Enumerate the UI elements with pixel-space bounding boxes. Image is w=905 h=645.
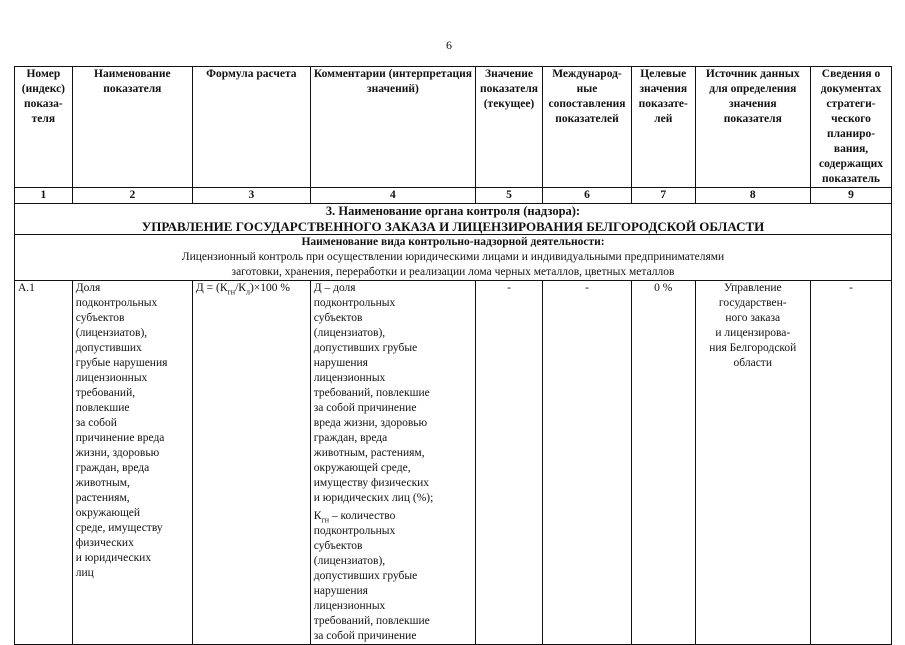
column-number: 4 [310, 188, 475, 204]
row-international: - [543, 281, 632, 645]
column-numbers-row [15, 188, 892, 204]
column-number: 3 [192, 188, 310, 204]
header-index: Номер (индекс) показа-теля [15, 67, 73, 188]
page-number: 6 [446, 38, 452, 52]
formula-prefix: Д = (К [195, 282, 228, 294]
activity-row [15, 235, 892, 281]
comment-definition-d: Д – доля подконтрольных субъектов (лицензиатов), допустивших грубые нарушения лицензионных требований, повлекшие за собой причинение вреда жизни, здоровью граждан, вреда животным, растениям, окружающей среде, имуществу физических и юридических лиц (%); [313, 282, 434, 504]
section-row [15, 204, 892, 235]
section-title: 3. Наименование органа контроля (надзора): [325, 204, 581, 218]
formula-subscript-l: л [245, 287, 250, 297]
header-comments: Комментарии (интерпретация значений) [310, 67, 475, 188]
column-number: 2 [72, 188, 192, 204]
row-formula [192, 281, 310, 645]
activity-line-2: заготовки, хранения, переработки и реализации лома черных металлов, цветных металлов [231, 266, 675, 278]
comment-k-subscript: гн [321, 515, 329, 525]
table-header-row [15, 67, 892, 188]
activity-heading [15, 235, 892, 281]
row-indicator-name: Доля подконтрольных субъектов (лицензиатов), допустивших грубые нарушения лицензионных требований, повлекшие за собой причинение вреда жизни, здоровью граждан, вреда животным, растениям, окружающей среде, имуществу физических и юридических лиц [72, 281, 192, 645]
section-organ-name: УПРАВЛЕНИЕ ГОСУДАРСТВЕННОГО ЗАКАЗА И ЛИЦЕНЗИРОВАНИЯ БЕЛГОРОДСКОЙ ОБЛАСТИ [141, 219, 765, 234]
column-number: 5 [475, 188, 542, 204]
row-strategic-documents: - [811, 281, 892, 645]
indicators-table [14, 66, 892, 645]
header-name: Наименование показателя [72, 67, 192, 188]
activity-title: Наименование вида контрольно-надзорной деятельности: [301, 236, 605, 248]
column-number: 7 [631, 188, 695, 204]
row-index: А.1 [15, 281, 73, 645]
comment-definition-k [314, 509, 472, 644]
formula-suffix: )×100 % [249, 282, 290, 294]
row-comments [310, 281, 475, 645]
header-source: Источник данных для определения значения показателя [695, 67, 811, 188]
column-number: 8 [695, 188, 811, 204]
comment-k-letter: К [313, 510, 322, 522]
column-number: 9 [811, 188, 892, 204]
comment-k-text: – количество подконтрольных субъектов (лицензиатов), допустивших грубые нарушения лицензионных требований, повлекшие за собой причинение [313, 510, 430, 642]
activity-line-1: Лицензионный контроль при осуществлении юридическими лицами и индивидуальными предпринимателями [181, 251, 725, 263]
header-current-value: Значение показателя (текущее) [475, 67, 542, 188]
header-target: Целевые значения показате-лей [631, 67, 695, 188]
header-documents: Сведения о документах стратеги-ческого планиро-вания, содержащих показатель [811, 67, 892, 188]
header-formula: Формула расчета [192, 67, 310, 188]
section-heading [15, 204, 892, 235]
row-target-value: 0 % [631, 281, 695, 645]
table-row [15, 281, 892, 645]
formula-mid: /К [235, 282, 246, 294]
row-data-source: Управление государствен- ного заказа и лицензирова- ния Белгородской области [695, 281, 811, 645]
formula-subscript-gn: гн [227, 287, 236, 297]
column-number: 6 [543, 188, 632, 204]
column-number: 1 [15, 188, 73, 204]
row-current-value: - [475, 281, 542, 645]
header-international: Международ-ные сопоставления показателей [543, 67, 632, 188]
